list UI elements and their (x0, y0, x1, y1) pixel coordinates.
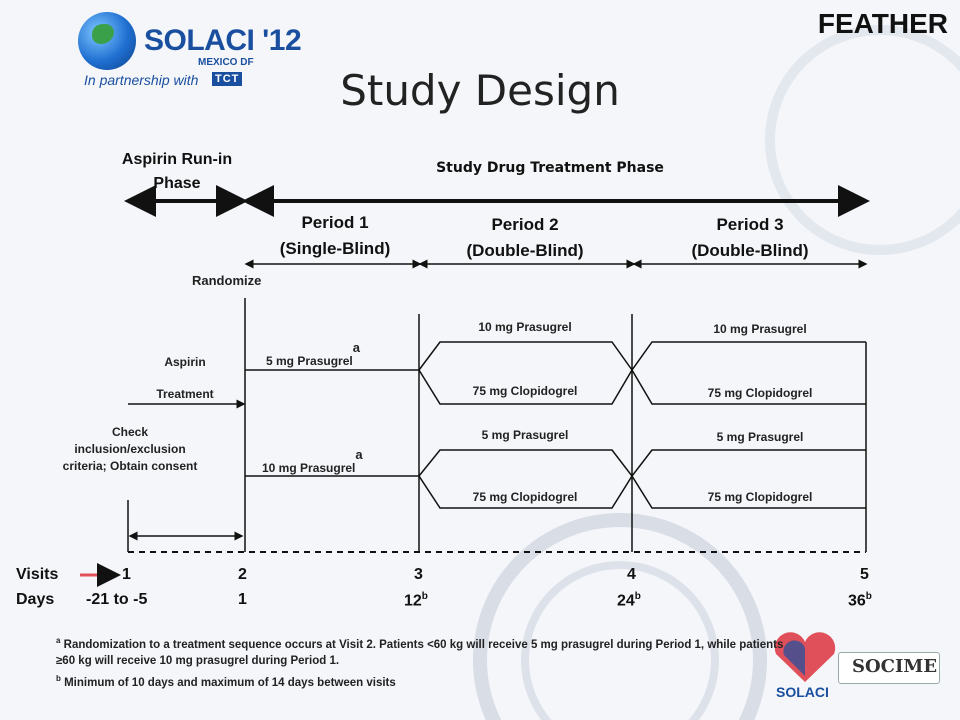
footnote-a-line1 (56, 636, 783, 651)
visit-4: 4 (627, 566, 636, 583)
treatment-phase-label: Study Drug Treatment Phase (436, 160, 664, 176)
p1-arm-10mg-text: 10 mg Prasugrel (262, 461, 356, 475)
check-line1: Check (111, 425, 149, 439)
day-visit-5-sup: b (865, 591, 872, 602)
p3-arm-2: 75 mg Clopidogrel (707, 386, 813, 400)
page-title: Study Design (340, 66, 620, 115)
tct-logo: TCT (212, 72, 242, 86)
period-1-label (250, 210, 420, 262)
footer-solaci-text: SOLACI (776, 684, 829, 700)
p1-arm-10mg-sup: a (355, 447, 363, 462)
footnote-a-marker: a (56, 636, 61, 645)
logo-subtitle: MEXICO DF (198, 57, 254, 68)
day-visit-5-value: 36 (848, 592, 866, 610)
randomize-label: Randomize (192, 273, 262, 288)
run-in-phase-label (92, 148, 262, 196)
visits-label: Visits (16, 566, 59, 583)
day-visit-3-value: 12 (404, 592, 422, 610)
check-line2: inclusion/exclusion (74, 442, 186, 456)
period-1-blinding: (Single-Blind) (279, 239, 391, 258)
p1-arm-10mg (262, 447, 363, 475)
trial-name: FEATHER (817, 8, 948, 39)
period-2-blinding: (Double-Blind) (466, 241, 584, 260)
day-visit-5 (848, 591, 872, 610)
footnote-a-line2: ≥60 kg will receive 10 mg prasugrel during Period 1. (56, 655, 340, 667)
period-3-label (660, 212, 840, 264)
day-visit-4 (617, 591, 641, 610)
p1-arm-5mg-text: 5 mg Prasugrel (266, 354, 353, 368)
check-line3: criteria; Obtain consent (62, 459, 198, 473)
visit-1: 1 (122, 566, 131, 583)
visit-3: 3 (414, 566, 423, 583)
footnote-b (56, 674, 396, 689)
aspirin-line2: Treatment (156, 387, 214, 401)
day-visit-4-sup: b (634, 591, 641, 602)
check-inclusion-label (30, 424, 230, 475)
footnote-b-marker: b (56, 674, 61, 683)
footnote-b-text: Minimum of 10 days and maximum of 14 days between visits (64, 676, 396, 689)
period-1-name: Period 1 (301, 213, 369, 232)
day-visit-3-sup: b (421, 591, 428, 602)
p1-arm-5mg (266, 340, 360, 368)
p1-arm-5mg-sup: a (352, 340, 360, 355)
days-label: Days (16, 591, 55, 608)
p2-arm-3: 5 mg Prasugrel (481, 428, 569, 442)
footer-socime-text: SOCIME (852, 656, 938, 677)
footnote-a-text1: Randomization to a treatment sequence occurs at Visit 2. Patients <60 kg will receive 5 mg prasugrel during Period 1, while patients (63, 638, 784, 651)
day-visit-1: -21 to -5 (86, 591, 148, 608)
p2-arm-2: 75 mg Clopidogrel (472, 384, 578, 398)
aspirin-line1: Aspirin (164, 355, 206, 369)
day-visit-2: 1 (238, 591, 247, 608)
p3-arm-4: 75 mg Clopidogrel (707, 490, 813, 504)
logo-title: SOLACI '12 (144, 24, 302, 57)
run-in-line1: Aspirin Run-in (121, 151, 233, 168)
visit-2: 2 (238, 566, 247, 583)
visit-5: 5 (860, 566, 869, 583)
day-visit-4-value: 24 (617, 592, 635, 610)
run-in-line2: Phase (153, 175, 201, 192)
p2-arm-1: 10 mg Prasugrel (478, 320, 572, 334)
p3-arm-1: 10 mg Prasugrel (713, 322, 807, 336)
period-3-blinding: (Double-Blind) (691, 241, 809, 260)
day-visit-3 (404, 591, 428, 610)
period-2-label (440, 212, 610, 264)
aspirin-treatment-label (130, 355, 240, 401)
p2-arm-4: 75 mg Clopidogrel (472, 490, 578, 504)
p3-arm-3: 5 mg Prasugrel (716, 430, 804, 444)
period-2-name: Period 2 (491, 215, 559, 234)
period-3-name: Period 3 (716, 215, 784, 234)
logo-partner-text: In partnership with (84, 72, 199, 88)
